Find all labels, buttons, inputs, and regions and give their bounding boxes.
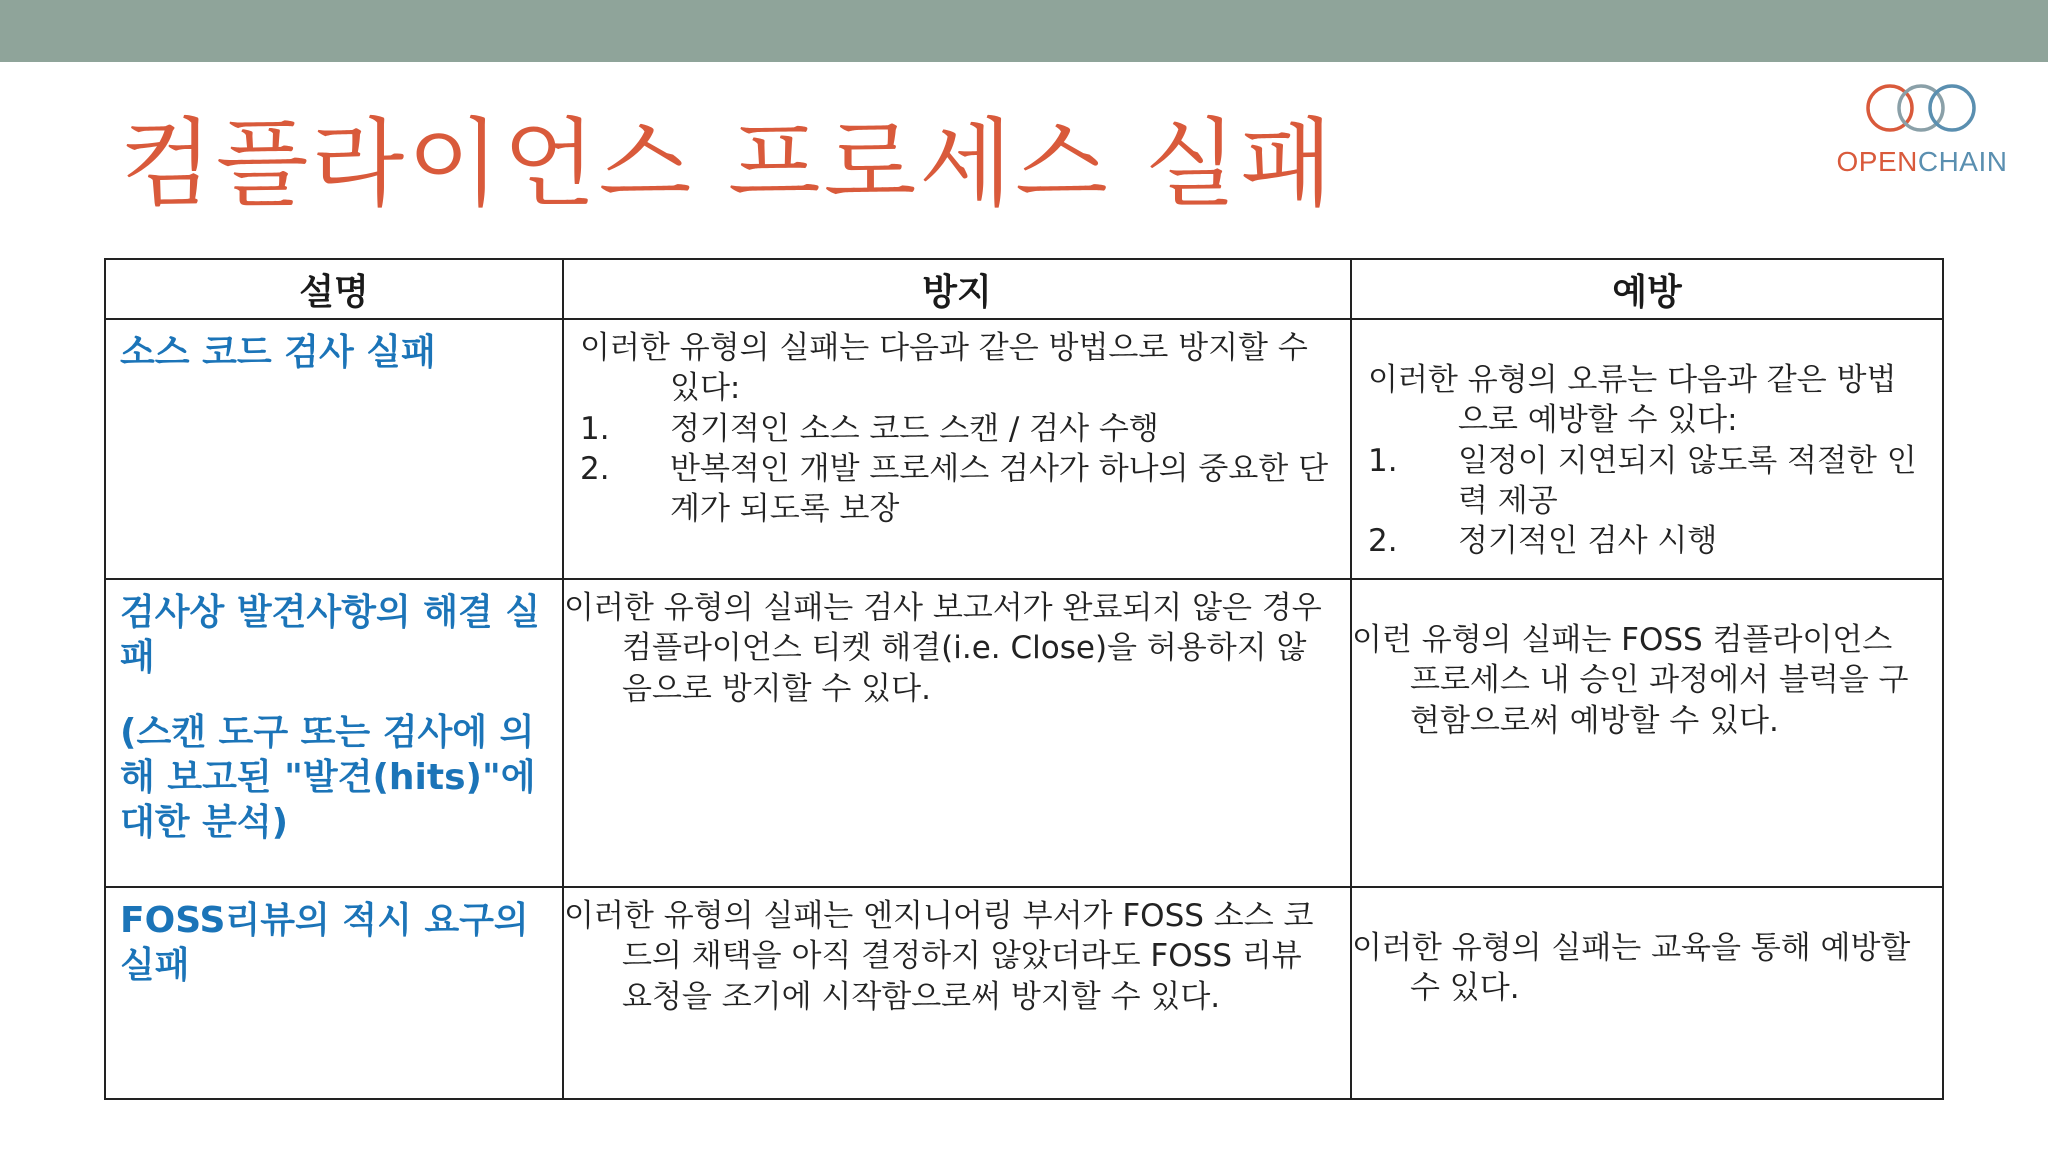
failure-name: FOSS리뷰의 적시 요구의 실패 [120,900,529,986]
openchain-logo [1832,78,2012,188]
prevention-cell [563,579,1351,887]
precaution-cell [1351,319,1943,579]
failure-name: 소스 코드 검사 실패 [120,332,436,373]
header-prevention: 방지 [563,259,1351,319]
precaution-cell [1351,579,1943,887]
table-header-row [105,259,1943,319]
openchain-wordmark: OPENCHAIN [1836,146,2008,177]
failure-note: (스캔 도구 또는 검사에 의해 보고된 "발견(hits)"에 대한 분석) [120,712,536,843]
prevention-text: 이러한 유형의 실패는 검사 보고서가 완료되지 않은 경우 컴플라이언스 티켓 해결(i.e. Close)을 허용하지 않음으로 방지할 수 있다. [564,590,1322,707]
list-item: 1. 정기적인 소스 코드 스캔 / 검사 수행 [580,410,1159,447]
openchain-rings-icon [1862,78,1980,138]
prevention-intro: 이러한 유형의 실패는 다음과 같은 방법으로 방지할 수 있다: [580,330,1308,407]
header-precaution: 예방 [1351,259,1943,319]
compliance-failure-table [104,258,1944,1100]
top-banner-bar [0,0,2048,62]
precaution-intro: 이러한 유형의 오류는 다음과 같은 방법으로 예방할 수 있다: [1368,362,1897,439]
prevention-cell [563,319,1351,579]
prevention-cell [563,887,1351,1099]
list-item: 1. 일정이 지연되지 않도록 적절한 인력 제공 [1368,442,1917,519]
table-row [105,887,1943,1099]
prevention-text: 이러한 유형의 실패는 엔지니어링 부서가 FOSS 소스 코드의 채택을 아직 결정하지 않았더라도 FOSS 리뷰 요청을 조기에 시작함으로써 방지할 수 있다. [564,898,1314,1015]
description-cell [105,579,563,887]
failure-name: 검사상 발견사항의 해결 실패 [120,592,541,678]
precaution-cell [1351,887,1943,1099]
precaution-text: 이런 유형의 실패는 FOSS 컴플라이언스 프로세스 내 승인 과정에서 블럭을 구현함으로써 예방할 수 있다. [1352,622,1909,739]
description-cell [105,319,563,579]
precaution-text: 이러한 유형의 실패는 교육을 통해 예방할 수 있다. [1352,930,1911,1007]
list-item: 2. 반복적인 개발 프로세스 검사가 하나의 중요한 단계가 되도록 보장 [580,450,1329,528]
slide-title: 컴플라이언스 프로세스 실패 [120,108,1336,220]
table-row [105,319,1943,579]
description-cell [105,887,563,1099]
table-row [105,579,1943,887]
list-item: 2. 정기적인 검사 시행 [1368,523,1718,560]
header-description: 설명 [105,259,563,319]
